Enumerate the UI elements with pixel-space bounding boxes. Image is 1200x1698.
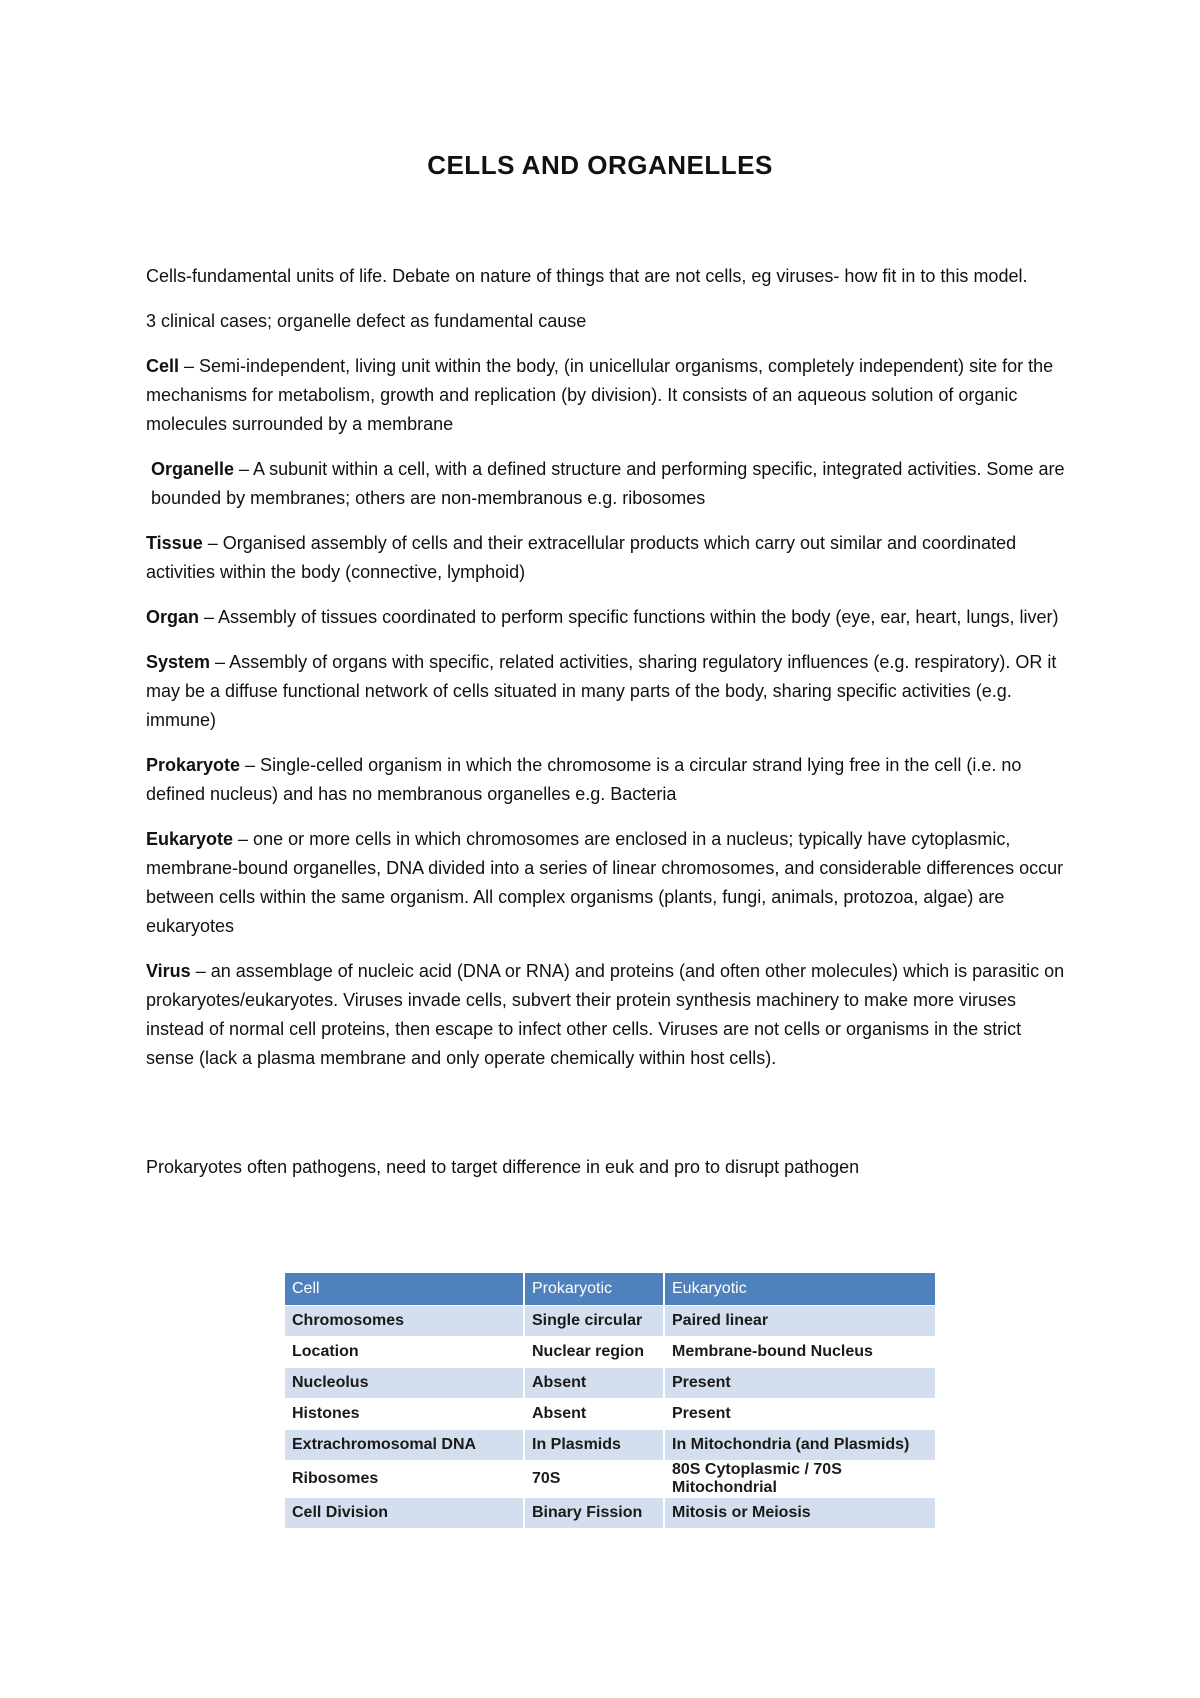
definition-term: Virus — [146, 961, 191, 981]
definition-term: Tissue — [146, 533, 203, 553]
table-cell: Extrachromosomal DNA — [285, 1430, 525, 1461]
table-row — [285, 1337, 935, 1368]
page-title: CELLS AND ORGANELLES — [427, 150, 773, 180]
definition-text: – Assembly of organs with specific, related activities, sharing regulatory influences (e.g. respiratory). OR it may be a diffuse functional network of cells situated in many parts of the body, sharing specific activities (e.g. immune) — [146, 652, 1057, 730]
table-cell: Membrane-bound Nucleus — [665, 1337, 935, 1368]
definition-term: Organelle — [151, 459, 235, 479]
intro-paragraph-2: 3 clinical cases; organelle defect as fundamental cause — [146, 311, 587, 331]
definition-cell — [146, 352, 1066, 439]
definition-term: Organ — [146, 607, 200, 627]
table-cell: Paired linear — [665, 1306, 935, 1337]
table-row — [285, 1461, 935, 1498]
comparison-table-wrapper — [285, 1273, 935, 1529]
definition-organelle — [146, 455, 1066, 513]
table-cell: Present — [665, 1368, 935, 1399]
definition-term: System — [146, 652, 211, 672]
table-cell: Binary Fission — [525, 1498, 665, 1529]
table-cell: Histones — [285, 1399, 525, 1430]
definition-text: – Assembly of tissues coordinated to perform specific functions within the body (eye, ear, heart, lungs, liver) — [199, 607, 1059, 627]
definition-virus — [146, 957, 1066, 1073]
table-cell: Present — [665, 1399, 935, 1430]
table-row — [285, 1430, 935, 1461]
closing-paragraph: Prokaryotes often pathogens, need to target difference in euk and pro to disrupt pathogen — [146, 1157, 860, 1177]
table-cell: Nucleolus — [285, 1368, 525, 1399]
table-row — [285, 1306, 935, 1337]
table-cell: Location — [285, 1337, 525, 1368]
definition-eukaryote — [146, 825, 1066, 941]
definition-text: – Single-celled organism in which the chromosome is a circular strand lying free in the cell (i.e. no defined nucleus) and has no membranous organelles e.g. Bacteria — [146, 755, 1022, 804]
table-cell: Mitosis or Meiosis — [665, 1498, 935, 1529]
table-cell: Absent — [525, 1368, 665, 1399]
definition-prokaryote — [146, 751, 1066, 809]
definition-organ — [146, 603, 1066, 632]
definition-text: – Semi-independent, living unit within the body, (in unicellular organisms, completely independent) site for the mechanisms for metabolism, growth and replication (by division). It consists of an aqueous solution of organic molecules surrounded by a membrane — [146, 356, 1054, 434]
table-cell: In Mitochondria (and Plasmids) — [665, 1430, 935, 1461]
table-cell: Single circular — [525, 1306, 665, 1337]
table-cell: Absent — [525, 1399, 665, 1430]
table-header-cell: Cell — [285, 1273, 525, 1306]
table-row — [285, 1399, 935, 1430]
definition-term: Cell — [146, 356, 180, 376]
definition-system — [146, 648, 1066, 735]
table-cell: Nuclear region — [525, 1337, 665, 1368]
definition-tissue — [146, 529, 1066, 587]
definition-text: – one or more cells in which chromosomes are enclosed in a nucleus; typically have cytoplasmic, membrane-bound organelles, DNA divided into a series of linear chromosomes, and considerable differences occur between cells within the same organism. All complex organisms (plants, fungi, animals, protozoa, algae) are eukaryotes — [146, 829, 1064, 936]
table-cell: Chromosomes — [285, 1306, 525, 1337]
table-cell: Cell Division — [285, 1498, 525, 1529]
comparison-table — [285, 1273, 935, 1529]
table-cell: In Plasmids — [525, 1430, 665, 1461]
intro-paragraph-1: Cells-fundamental units of life. Debate on nature of things that are not cells, eg viruses- how fit in to this model. — [146, 266, 1028, 286]
table-row — [285, 1498, 935, 1529]
definition-term: Prokaryote — [146, 755, 241, 775]
document-body — [146, 262, 1066, 1198]
table-header-row — [285, 1273, 935, 1306]
definition-term: Eukaryote — [146, 829, 234, 849]
table-header-cell: Eukaryotic — [665, 1273, 935, 1306]
definition-text: – an assemblage of nucleic acid (DNA or RNA) and proteins (and often other molecules) which is parasitic on prokaryotes/eukaryotes. Viruses invade cells, subvert their protein synthesis machinery to make more viruses instead of normal cell proteins, then escape to infect other cells. Viruses are not cells or organisms in the strict sense (lack a plasma membrane and only operate chemically within host cells). — [146, 961, 1065, 1068]
paragraph-spacer — [146, 1089, 1066, 1153]
definition-text: – A subunit within a cell, with a defined structure and performing specific, integrated activities. Some are bounded by membranes; others are non-membranous e.g. ribosomes — [151, 459, 1065, 508]
table-header-cell: Prokaryotic — [525, 1273, 665, 1306]
table-cell: 80S Cytoplasmic / 70S Mitochondrial — [665, 1461, 935, 1498]
definition-text: – Organised assembly of cells and their extracellular products which carry out similar and coordinated activities within the body (connective, lymphoid) — [146, 533, 1017, 582]
table-row — [285, 1368, 935, 1399]
table-cell: 70S — [525, 1461, 665, 1498]
table-cell: Ribosomes — [285, 1461, 525, 1498]
